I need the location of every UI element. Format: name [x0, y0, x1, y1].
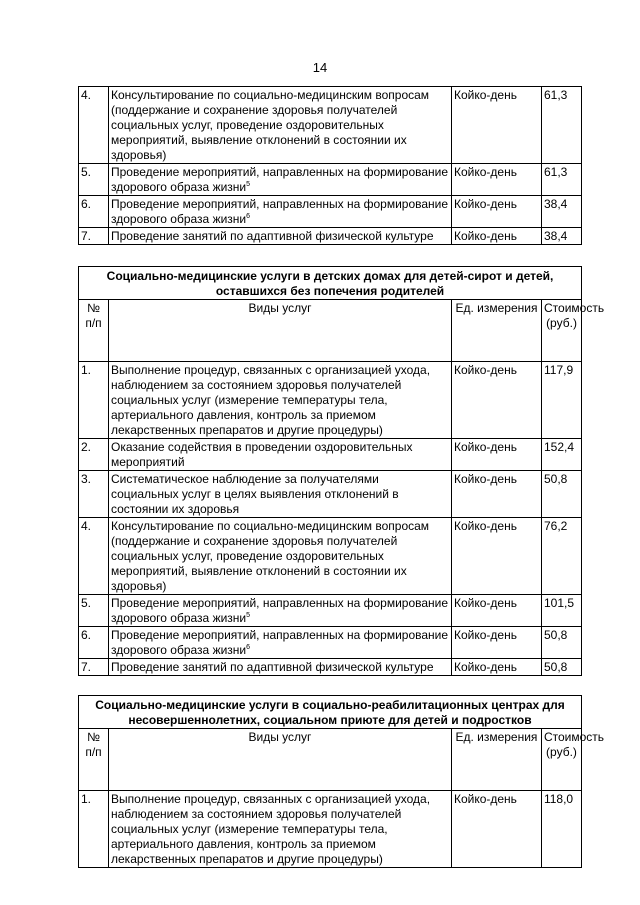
row-service-text: Консультирование по социально-медицинским вопросам (поддержание и сохранение здоровья получателей социальных услуг, проведение оздоровительных мероприятий, выявление отклонений в состоянии их здоровья) [111, 519, 430, 593]
table-row [79, 362, 582, 439]
row-service-text: Систематическое наблюдение за получателями социальных услуг в целях выявления отклонений в состоянии их здоровья [111, 472, 399, 516]
row-cost-text: 38,4 [544, 229, 568, 243]
table-caption: Социально-медицинские услуги в детских домах для детей-сирот и детей, оставшихся без попечения родителей [79, 267, 582, 300]
row-unit-text: Койко-день [453, 792, 517, 806]
row-cost [542, 164, 582, 196]
row-service-text: Оказание содействия в проведении оздоровительных мероприятий [111, 440, 413, 469]
footnote-marker: 5 [246, 612, 251, 619]
row-number [79, 791, 109, 868]
row-unit-text: Койко-день [454, 472, 517, 486]
row-number [79, 196, 109, 228]
row-number [79, 518, 109, 595]
footnote-marker: 6 [246, 213, 251, 220]
row-service [109, 659, 452, 676]
row-number-text: 5. [81, 165, 92, 179]
row-number [79, 659, 109, 676]
row-service-text: Проведение занятий по адаптивной физической культуре [111, 660, 434, 674]
row-cost-text: 118,0 [543, 792, 574, 806]
footnote-marker: 6 [246, 644, 251, 651]
table-body [79, 791, 582, 868]
row-service [109, 196, 452, 228]
row-number [79, 471, 109, 518]
row-service [109, 228, 452, 245]
row-service [109, 595, 452, 627]
row-unit [452, 228, 542, 245]
table-caption: Социально-медицинские услуги в социально-реабилитационных центрах для несовершеннолетних, социальном приюте для детей и подростков [79, 696, 582, 729]
header-num: № п/п [79, 300, 109, 362]
row-number-text: 1. [81, 792, 92, 806]
row-service-text: Выполнение процедур, связанных с организацией ухода, наблюдением за состоянием здоровья получателей социальных услуг (измерение температуры тела, артериального давления, контроль за приемом лекарственных препаратов и другие процедуры) [111, 792, 431, 866]
row-unit-text: Койко-день [454, 229, 517, 243]
row-unit [452, 518, 542, 595]
row-service-text: Проведение мероприятий, направленных на формирование здорового образа жизни [111, 596, 449, 625]
row-cost [542, 196, 582, 228]
row-service [109, 627, 452, 659]
row-cost [542, 471, 582, 518]
row-service [109, 439, 452, 471]
row-service [109, 87, 452, 164]
row-service-text: Проведение мероприятий, направленных на формирование здорового образа жизни [111, 165, 449, 194]
row-cost [542, 228, 582, 245]
row-number [79, 439, 109, 471]
row-unit-text: Койко-день [454, 596, 517, 610]
table-caption-row [79, 696, 582, 729]
row-service [109, 518, 452, 595]
table-row [79, 164, 582, 196]
row-number-text: 4. [81, 88, 92, 102]
row-unit-text: Койко-день [454, 363, 517, 377]
row-number [79, 87, 109, 164]
row-number [79, 362, 109, 439]
table-row [79, 439, 582, 471]
services-table-orphanages [78, 266, 605, 676]
row-unit [451, 791, 541, 868]
header-cost: Стоимость (руб.) [542, 300, 582, 362]
row-cost [542, 659, 582, 676]
header-cost: Стоимость (руб.) [541, 729, 581, 791]
header-num: № п/п [79, 729, 109, 791]
row-unit-text: Койко-день [454, 628, 517, 642]
row-cost [542, 518, 582, 595]
row-unit-text: Койко-день [454, 440, 517, 454]
row-unit-text: Койко-день [454, 660, 517, 674]
row-service-text: Проведение занятий по адаптивной физической культуре [111, 229, 434, 243]
table-row [79, 518, 582, 595]
row-service-text: Консультирование по социально-медицинским вопросам (поддержание и сохранение здоровья получателей социальных услуг, проведение оздоровительных мероприятий, выявление отклонений в состоянии их здоровья) [111, 88, 430, 162]
services-table-rehab-centers [78, 695, 605, 868]
row-cost [542, 595, 582, 627]
row-service [109, 471, 452, 518]
table-body [79, 362, 582, 676]
table-caption-row [79, 267, 582, 300]
header-unit: Ед. измерения [452, 300, 542, 362]
header-unit: Ед. измерения [451, 729, 541, 791]
row-cost-text: 61,3 [544, 88, 568, 102]
row-unit [452, 439, 542, 471]
row-cost [542, 87, 582, 164]
row-number [79, 164, 109, 196]
footnote-marker: 5 [246, 181, 251, 188]
row-number-text: 7. [81, 229, 92, 243]
table-row [79, 791, 582, 868]
row-unit-text: Койко-день [454, 165, 517, 179]
table-header-row [79, 729, 582, 791]
row-unit [452, 659, 542, 676]
row-number-text: 4. [81, 519, 92, 533]
table-header-row [79, 300, 582, 362]
row-number-text: 1. [81, 363, 92, 377]
row-number [79, 595, 109, 627]
table-row [79, 595, 582, 627]
row-unit-text: Койко-день [454, 88, 517, 102]
page-number: 14 [312, 60, 328, 75]
row-number-text: 5. [81, 596, 92, 610]
row-number [79, 228, 109, 245]
row-service-text: Проведение мероприятий, направленных на формирование здорового образа жизни [111, 197, 449, 226]
header-service: Виды услуг [109, 729, 452, 791]
row-unit [452, 471, 542, 518]
row-unit [452, 87, 542, 164]
row-service-text: Выполнение процедур, связанных с организацией ухода, наблюдением за состоянием здоровья получателей социальных услуг (измерение температуры тела, артериального давления, контроль за приемом лекарственных препаратов и другие процедуры) [111, 363, 431, 437]
row-cost [542, 627, 582, 659]
row-cost-text: 152,4 [544, 440, 575, 454]
row-cost-text: 61,3 [544, 165, 568, 179]
row-service [109, 164, 452, 196]
row-unit [452, 362, 542, 439]
row-number-text: 6. [81, 197, 92, 211]
row-unit [452, 627, 542, 659]
row-cost-text: 38,4 [544, 197, 568, 211]
row-number-text: 7. [81, 660, 92, 674]
row-cost-text: 76,2 [544, 519, 568, 533]
row-number-text: 2. [81, 440, 92, 454]
row-unit-text: Койко-день [454, 519, 517, 533]
table-body [79, 87, 582, 245]
table-row [79, 471, 582, 518]
table-row [79, 87, 582, 164]
header-service: Виды услуг [109, 300, 452, 362]
row-cost [542, 439, 582, 471]
row-number-text: 6. [81, 628, 92, 642]
table-row [79, 659, 582, 676]
row-cost-text: 101,5 [544, 596, 575, 610]
row-cost-text: 50,8 [544, 472, 568, 486]
row-unit [452, 164, 542, 196]
row-unit [452, 595, 542, 627]
row-cost-text: 117,9 [544, 363, 574, 377]
row-service-text: Проведение мероприятий, направленных на формирование здорового образа жизни [111, 628, 449, 657]
row-cost-text: 50,8 [544, 628, 568, 642]
row-number [79, 627, 109, 659]
row-service [109, 791, 452, 868]
row-cost [541, 791, 581, 868]
table-row [79, 228, 582, 245]
services-table-continued [78, 86, 582, 245]
table-row [79, 627, 582, 659]
row-cost [542, 362, 582, 439]
row-cost-text: 50,8 [544, 660, 568, 674]
row-service [109, 362, 452, 439]
row-number-text: 3. [81, 472, 92, 486]
table-row [79, 196, 582, 228]
row-unit [452, 196, 542, 228]
row-unit-text: Койко-день [454, 197, 517, 211]
